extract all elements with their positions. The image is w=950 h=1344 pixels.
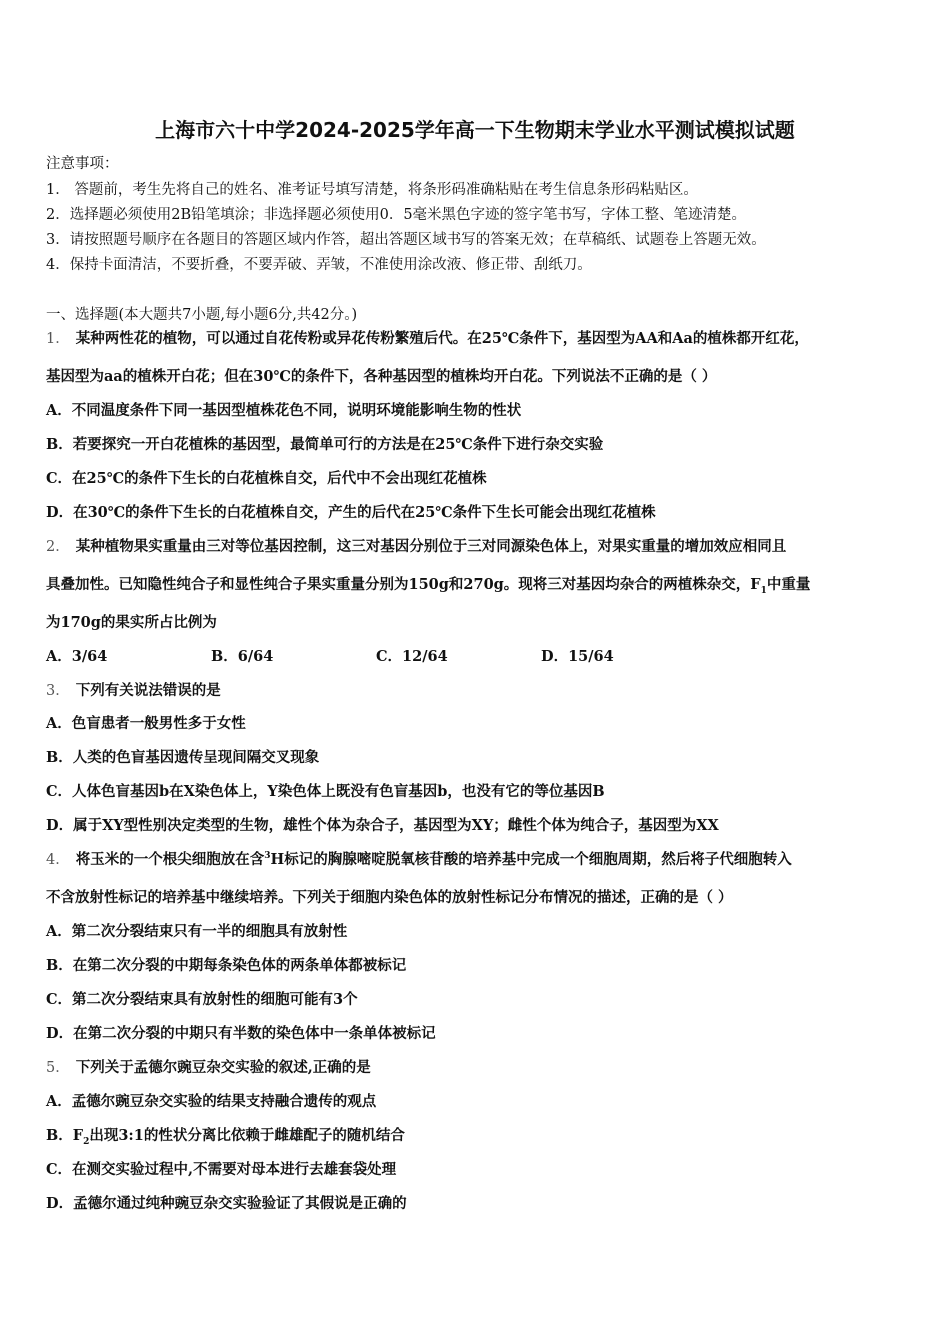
option: C．12/64	[376, 648, 448, 665]
question-text: H标记的胸腺嘧啶脱氧核苷酸的培养基中完成一个细胞周期，然后将子代细胞转入	[270, 851, 792, 868]
option: D．15/64	[541, 648, 614, 665]
question-3-line	[46, 679, 221, 700]
option: A．第二次分裂结束只有一半的细胞具有放射性	[46, 923, 348, 940]
option: A．3/64	[46, 648, 108, 665]
question-number: 5．	[46, 1060, 70, 1076]
question-4-line	[46, 848, 792, 869]
option: D．在30℃的条件下生长的白花植株自交，产生的后代在25℃条件下生长可能会出现红花植株	[46, 504, 656, 521]
section-heading: 一、选择题(本大题共7小题,每小题6分,共42分。)	[46, 307, 358, 323]
subscript: 2	[83, 1136, 90, 1147]
option: C．在测交实验过程中,不需要对母本进行去雄套袋处理	[46, 1161, 397, 1178]
notice-item: 3．请按照题号顺序在各题目的答题区域内作答，超出答题区域书写的答案无效；在草稿纸、试题卷上答题无效。	[46, 232, 766, 248]
option: B．若要探究一开白花植株的基因型，最简单可行的方法是在25℃条件下进行杂交实验	[46, 436, 604, 453]
option	[46, 1124, 405, 1147]
option: A．不同温度条件下同一基因型植株花色不同，说明环境能影响生物的性状	[46, 402, 522, 419]
superscript: 3	[264, 851, 271, 862]
notice-item: 1． 答题前，考生先将自己的姓名、准考证号填写清楚，将条形码准确粘贴在考生信息条形码粘贴区。	[46, 182, 698, 198]
question-1-line: 基因型为aa的植株开白花；但在30℃的条件下，各种基因型的植株均开白花。下列说法不正确的是（ ）	[46, 368, 717, 385]
subscript: 1	[760, 585, 767, 596]
page-title: 上海市六十中学2024-2025学年高一下生物期末学业水平测试模拟试题	[155, 118, 795, 142]
question-2-line	[46, 573, 810, 596]
question-text: 某种植物果实重量由三对等位基因控制，这三对基因分别位于三对同源染色体上，对果实重量的增加效应相同且	[75, 538, 787, 555]
notice-item: 2．选择题必须使用2B铅笔填涂；非选择题必须使用0．5毫米黑色字迹的签字笔书写，字体工整、笔迹清楚。	[46, 207, 747, 223]
question-text: 下列关于孟德尔豌豆杂交实验的叙述,正确的是	[75, 1059, 371, 1076]
question-text: 某种两性花的植物，可以通过自花传粉或异花传粉繁殖后代。在25℃条件下，基因型为AA和Aa的植株都开红花，	[75, 330, 809, 347]
question-number: 4．	[46, 852, 70, 868]
question-2-line: 为170g的果实所占比例为	[46, 614, 217, 631]
question-text: 具叠加性。已知隐性纯合子和显性纯合子果实重量分别为150g和270g。现将三对基因均杂合的两植株杂交，F	[46, 576, 761, 593]
question-4-line: 不含放射性标记的培养基中继续培养。下列关于细胞内染色体的放射性标记分布情况的描述，正确的是（ ）	[46, 889, 733, 906]
option: C．在25℃的条件下生长的白花植株自交，后代中不会出现红花植株	[46, 470, 487, 487]
option: A．孟德尔豌豆杂交实验的结果支持融合遗传的观点	[46, 1093, 377, 1110]
option: B．人类的色盲基因遗传呈现间隔交叉现象	[46, 749, 320, 766]
question-text: 中重量	[766, 576, 811, 593]
option: D．属于XY型性别决定类型的生物，雄性个体为杂合子，基因型为XY；雌性个体为纯合子，基因型为XX	[46, 817, 719, 834]
question-5-line	[46, 1056, 371, 1077]
option: D．孟德尔通过纯种豌豆杂交实验验证了其假说是正确的	[46, 1195, 407, 1212]
question-text: 将玉米的一个根尖细胞放在含	[75, 851, 265, 868]
question-2-line	[46, 535, 786, 556]
option: B．在第二次分裂的中期每条染色体的两条单体都被标记	[46, 957, 407, 974]
option: D．在第二次分裂的中期只有半数的染色体中一条单体被标记	[46, 1025, 436, 1042]
option: C．人体色盲基因b在X染色体上，Y染色体上既没有色盲基因b，也没有它的等位基因B	[46, 783, 605, 800]
notice-item: 4．保持卡面清洁，不要折叠，不要弄破、弄皱，不准使用涂改液、修正带、刮纸刀。	[46, 257, 592, 273]
notice-heading: 注意事项：	[46, 156, 119, 172]
option-text: 出现3:1的性状分离比依赖于雌雄配子的随机结合	[89, 1127, 405, 1144]
option: B．6/64	[211, 648, 274, 665]
question-1-line	[46, 327, 809, 348]
question-text: 下列有关说法错误的是	[75, 682, 221, 699]
option: A．色盲患者一般男性多于女性	[46, 715, 246, 732]
option: C．第二次分裂结束具有放射性的细胞可能有3个	[46, 991, 358, 1008]
question-number: 2．	[46, 539, 70, 555]
question-number: 3．	[46, 683, 70, 699]
question-number: 1．	[46, 331, 70, 347]
option-text: B．F	[46, 1127, 84, 1144]
